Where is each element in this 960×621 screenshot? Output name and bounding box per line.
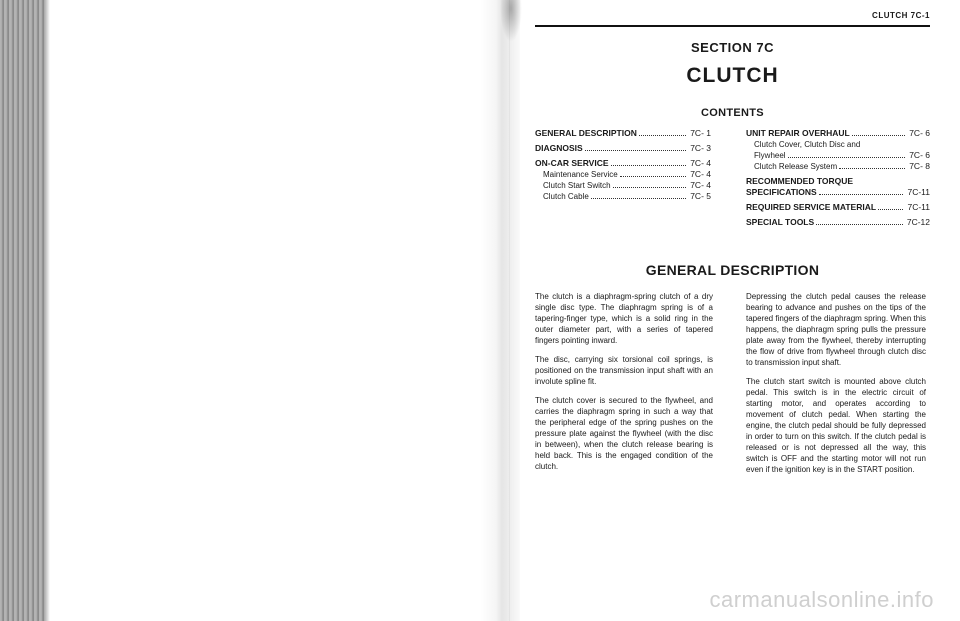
section-heading: GENERAL DESCRIPTION (645, 262, 820, 278)
toc-entry-label: GENERAL DESCRIPTION (535, 128, 637, 138)
toc-entry-page: 7C- 4 (690, 158, 711, 168)
toc-entry-label: DIAGNOSIS (535, 143, 583, 153)
toc-right-column (746, 128, 930, 228)
toc-entry-page: 7C- 5 (690, 191, 711, 201)
toc-entry-page: 7C- 3 (690, 143, 711, 153)
toc-entry-label: ON-CAR SERVICE (535, 158, 609, 168)
toc-entry-page: 7C-11 (907, 187, 930, 197)
body-paragraph: The clutch cover is secured to the flywheel, and carries the diaphragm spring in such a way that the peripheral edge of the spring pushes on the pressure plate against the flywheel (with the disc in between), when the clutch release bearing is held back. This is the engaged condition of the clutch. (535, 396, 713, 471)
toc-leader (585, 150, 687, 151)
toc-entry-page: 7C-11 (907, 202, 930, 212)
toc-entry[interactable] (746, 217, 930, 228)
scan-mark (500, 0, 522, 42)
body-paragraph: The disc, carrying six torsional coil springs, is positioned on the transmission input shaft with an involute spline fit. (535, 355, 713, 386)
toc-entry[interactable] (535, 158, 711, 169)
header-rule (535, 25, 930, 27)
body-column-right (746, 291, 926, 483)
body-paragraph: Depressing the clutch pedal causes the release bearing to advance and pushes on the tips of the tapered fingers of the diaphragm spring. When this happens, the diaphragm spring pulls the pressure plate away from the flywheel, thereby interrupting the flow of drive from flywheel through clutch disc to transmission input shaft. (746, 292, 926, 367)
toc-entry-page: 7C- 1 (690, 128, 711, 138)
page-fold-line (509, 0, 510, 621)
toc-entry[interactable] (746, 150, 930, 161)
toc-entry[interactable] (746, 202, 930, 213)
toc-entry[interactable] (535, 169, 711, 180)
toc-leader (819, 194, 904, 195)
toc-entry-label: Clutch Release System (754, 162, 838, 171)
toc-entry-page: 7C- 4 (690, 169, 711, 179)
toc-entry-label: Clutch Cable (543, 192, 589, 201)
page-fold-shadow (480, 0, 520, 621)
toc-entry-page: 7C- 4 (690, 180, 711, 190)
toc-entry-label: SPECIFICATIONS (746, 187, 817, 197)
toc-entry[interactable] (535, 128, 711, 139)
toc-leader (839, 168, 905, 169)
toc-leader (816, 224, 903, 225)
toc-entry-label: RECOMMENDED TORQUE (746, 176, 854, 186)
toc-entry[interactable] (746, 187, 930, 198)
toc-entry[interactable] (535, 191, 711, 202)
toc-entry-page: 7C- 8 (909, 161, 930, 171)
toc-entry-page: 7C- 6 (909, 150, 930, 160)
toc-leader (852, 135, 905, 136)
page-title: CLUTCH (686, 64, 779, 87)
toc-entry-label: SPECIAL TOOLS (746, 217, 815, 227)
toc-entry[interactable] (746, 128, 930, 139)
toc-entry[interactable] (535, 143, 711, 154)
binding-edge (0, 0, 44, 621)
toc-entry[interactable] (746, 176, 930, 187)
toc-entry-page: 7C- 6 (909, 128, 930, 138)
toc-entry[interactable] (535, 180, 711, 191)
watermark: carmanualsonline.info (709, 587, 934, 612)
toc-entry-label: Maintenance Service (543, 170, 618, 179)
toc-entry-label: Flywheel (754, 151, 786, 160)
toc-entry-label: REQUIRED SERVICE MATERIAL (746, 202, 877, 212)
toc-entry-page: 7C-12 (906, 217, 930, 227)
toc-leader (611, 165, 687, 166)
toc-entry[interactable] (746, 161, 930, 172)
toc-left-column (535, 128, 711, 202)
toc-entry-label: Clutch Start Switch (543, 181, 611, 190)
section-title: SECTION 7C (690, 40, 774, 55)
page-label: CLUTCH 7C-1 (872, 11, 930, 20)
toc-entry-label: Clutch Cover, Clutch Disc and (754, 140, 861, 149)
toc-leader (620, 176, 686, 177)
body-paragraph: The clutch start switch is mounted above clutch pedal. This switch is in the electric circuit of starting motor, and operates according to movement of clutch pedal. When starting the engine, the clutch pedal should be fully depressed in order to turn on this switch. If the clutch pedal is released or is not depressed all the way, this switch is OFF and the starting motor will not run even if the ignition key is in the START position. (746, 377, 926, 474)
toc-leader (878, 209, 903, 210)
body-paragraph: The clutch is a diaphragm-spring clutch of a dry single disc type. The diaphragm spring is of a tapering-finger type, which is a solid ring in the outer diameter part, with a series of tapered fingers pointing inward. (535, 292, 713, 345)
contents-heading: CONTENTS (701, 107, 764, 119)
toc-leader (788, 157, 906, 158)
toc-leader (613, 187, 687, 188)
toc-leader (591, 198, 686, 199)
toc-entry-label: UNIT REPAIR OVERHAUL (746, 128, 850, 138)
toc-leader (639, 135, 686, 136)
body-column-left (535, 291, 713, 480)
